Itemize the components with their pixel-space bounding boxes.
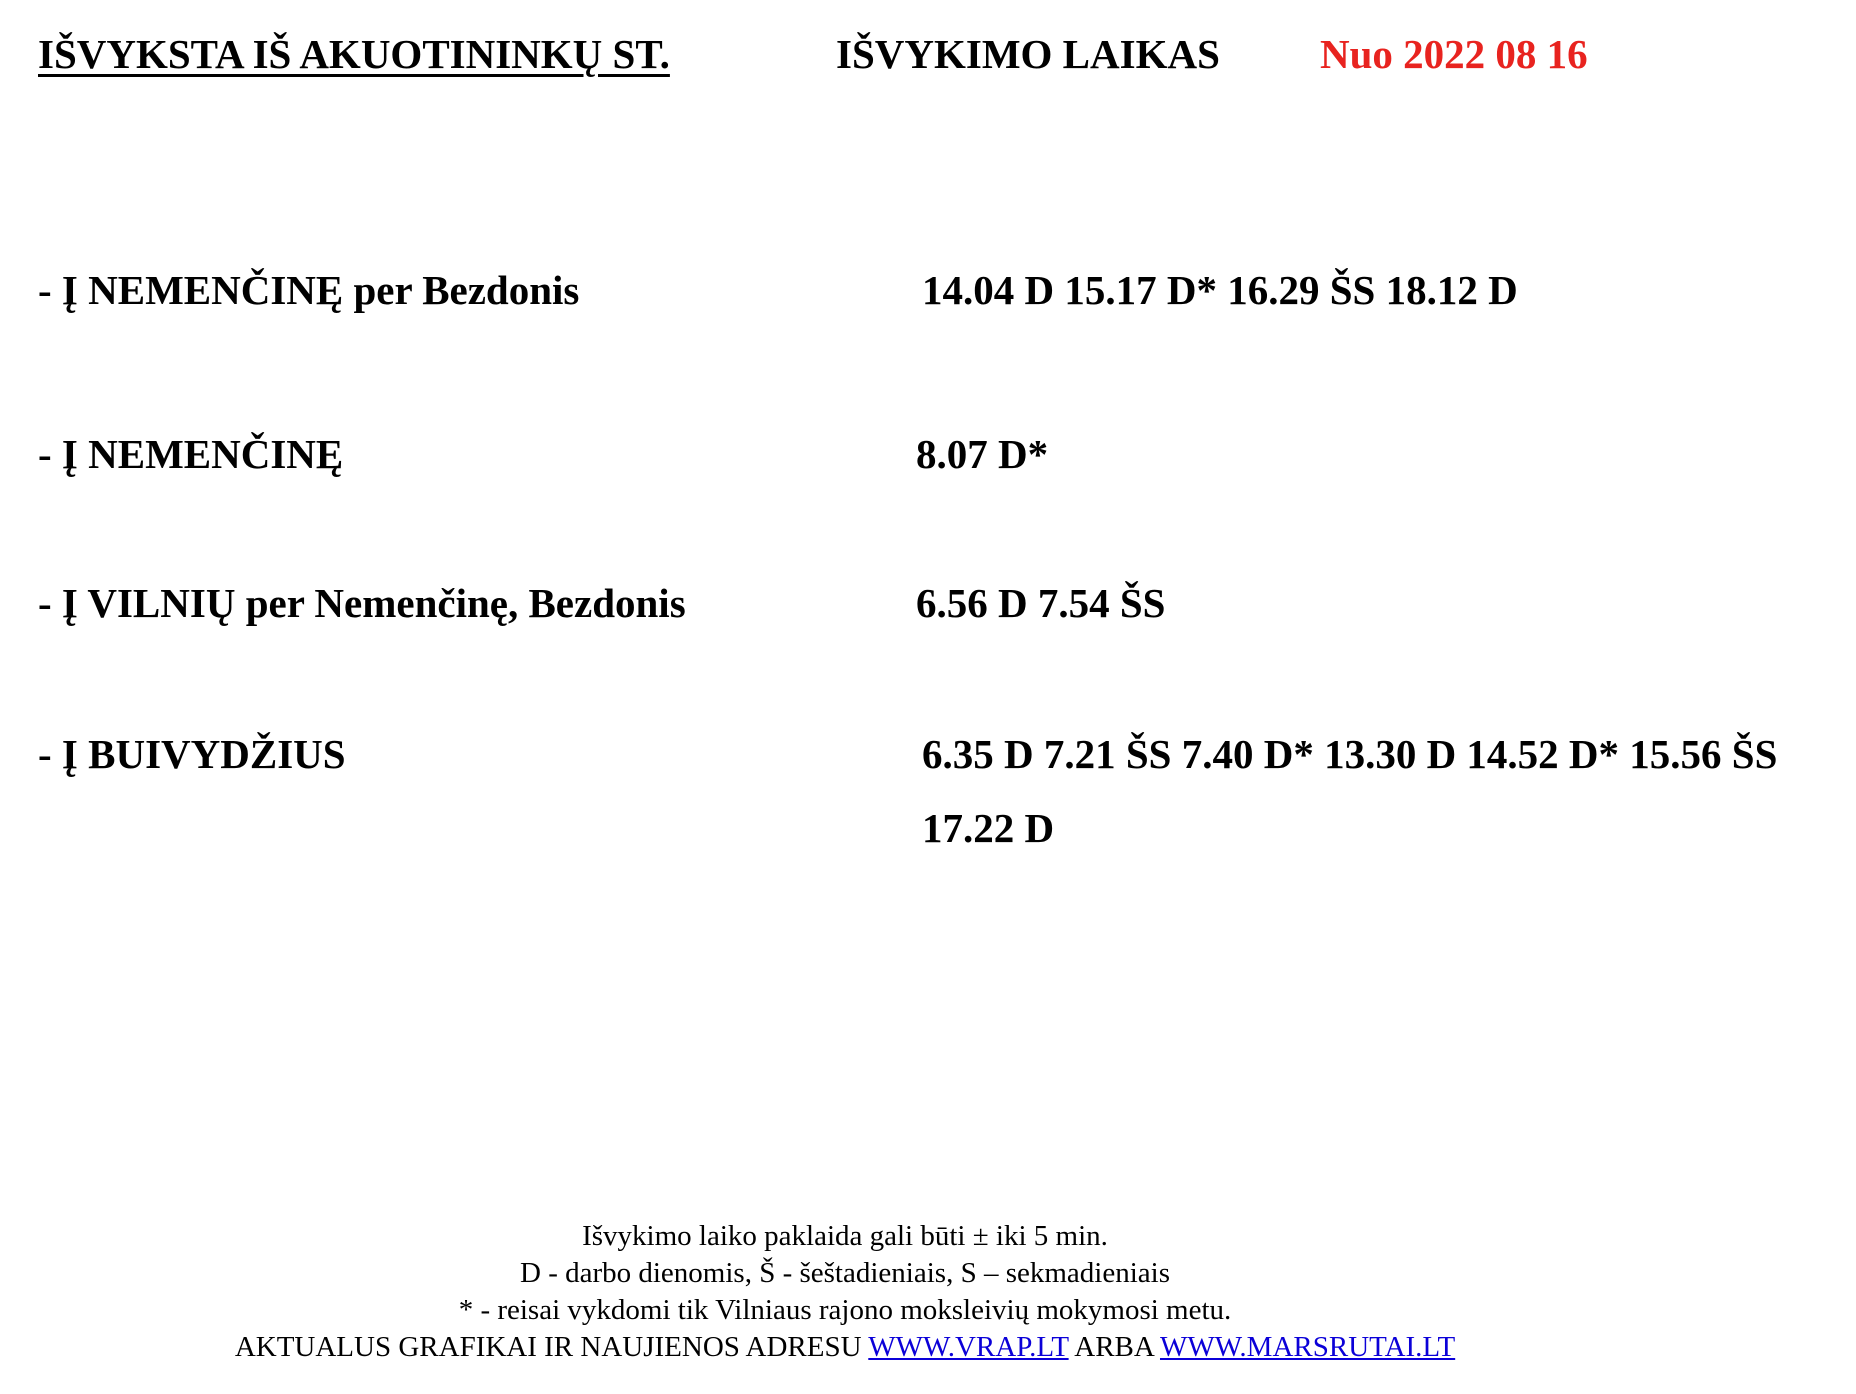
- route-times-buivydziai: [922, 717, 1777, 865]
- route-label-buivydziai: - Į BUIVYDŽIUS: [38, 731, 346, 777]
- asterisk-note: * - reisai vykdomi tik Vilniaus rajono moksleivių mokymosi metu.: [458, 1294, 1232, 1326]
- valid-from-date: Nuo 2022 08 16: [1320, 31, 1588, 77]
- website-note: [0, 1329, 1690, 1366]
- website-note-or: ARBA: [1068, 1331, 1160, 1363]
- route-label-vilnius-via-nemencine-bezdonis: - Į VILNIŲ per Nemenčinę, Bezdonis: [38, 580, 686, 626]
- marsrutai-link[interactable]: WWW.MARSRUTAI.LT: [1159, 1331, 1456, 1363]
- route-label-nemencine-via-bezdonis: - Į NEMENČINĘ per Bezdonis: [38, 267, 580, 313]
- times-line: 14.04 D 15.17 D* 16.29 ŠS 18.12 D: [922, 267, 1518, 313]
- times-line: 17.22 D: [922, 805, 1055, 851]
- route-times-nemencine: [916, 417, 1048, 491]
- station-title: IŠVYKSTA IŠ AKUOTININKŲ ST.: [38, 31, 670, 77]
- route-label-nemencine: - Į NEMENČINĘ: [38, 431, 344, 477]
- vrap-link[interactable]: WWW.VRAP.LT: [868, 1331, 1069, 1363]
- times-line: 6.56 D 7.54 ŠS: [916, 580, 1166, 626]
- times-line: 6.35 D 7.21 ŠS 7.40 D* 13.30 D 14.52 D* 15.56 ŠS: [922, 731, 1778, 777]
- website-note-prefix: AKTUALUS GRAFIKAI IR NAUJIENOS ADRESU: [234, 1331, 869, 1363]
- route-times-vilnius-via-nemencine-bezdonis: [916, 566, 1165, 640]
- schedule-footer-notes: [0, 1218, 1690, 1366]
- day-legend: D - darbo dienomis, Š - šeštadieniais, S – sekmadieniais: [520, 1257, 1170, 1289]
- times-line: 8.07 D*: [916, 431, 1049, 477]
- route-times-nemencine-via-bezdonis: [922, 253, 1518, 327]
- tolerance-note: Išvykimo laiko paklaida gali būti ± iki 5 min.: [582, 1220, 1108, 1252]
- departure-time-heading: IŠVYKIMO LAIKAS: [836, 31, 1220, 77]
